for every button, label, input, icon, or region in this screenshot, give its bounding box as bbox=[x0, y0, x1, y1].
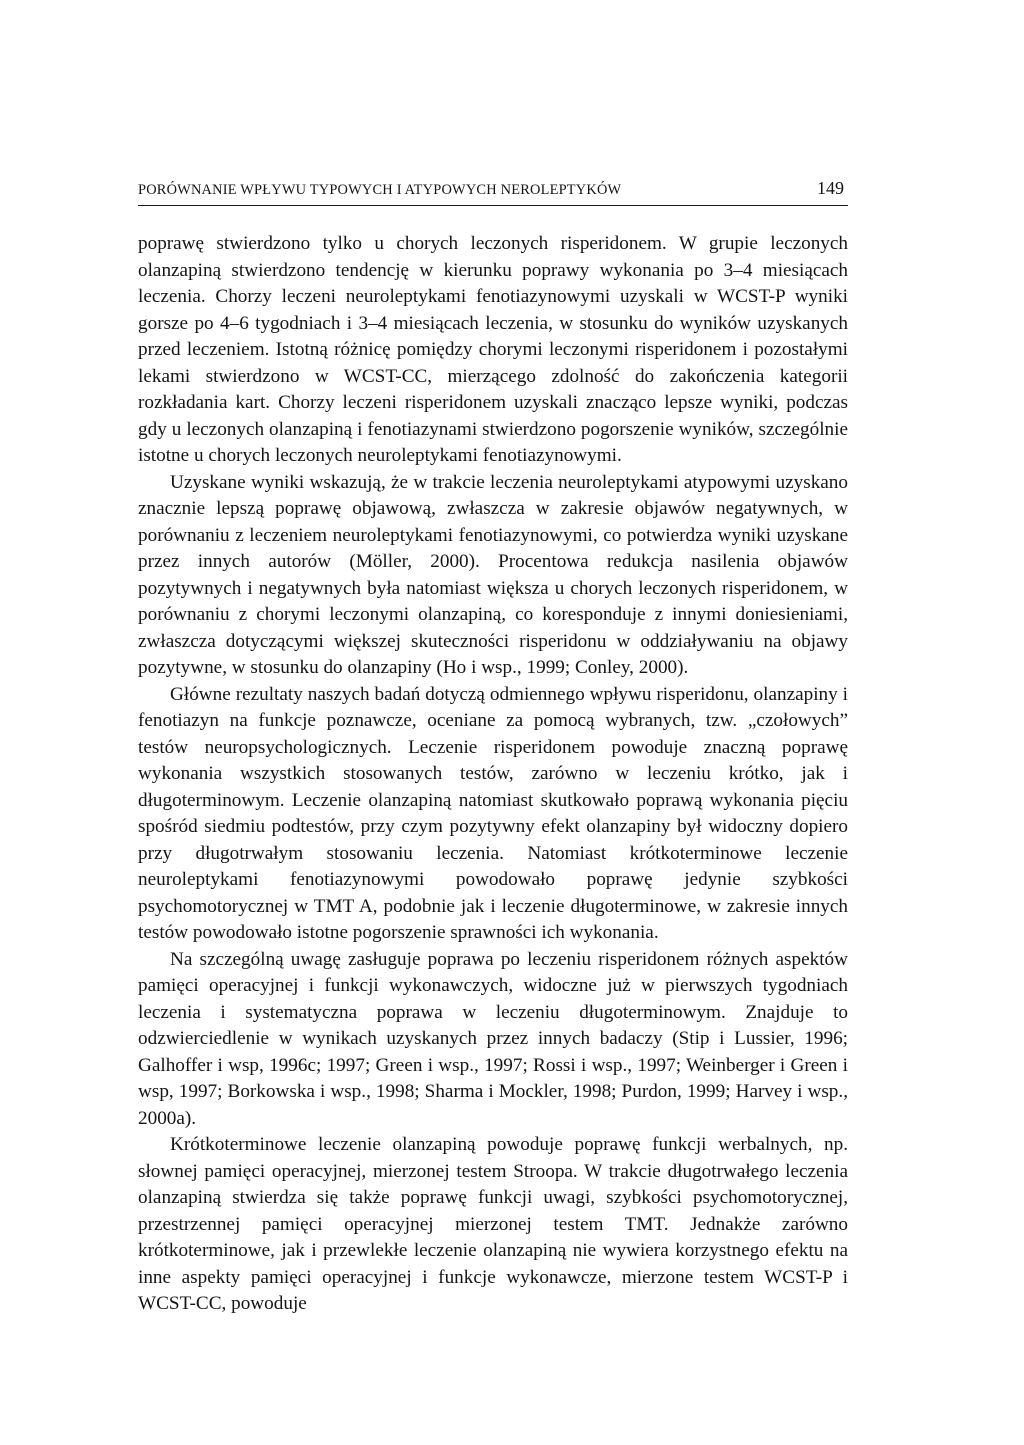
running-head bbox=[138, 178, 848, 206]
running-title: PORÓWNANIE WPŁYWU TYPOWYCH I ATYPOWYCH NEROLEPTYKÓW bbox=[138, 182, 622, 198]
paragraph-continued: poprawę stwierdzono tylko u chorych leczonych risperidonem. W grupie leczonych olanzapiną stwierdzono tendencję w kierunku poprawy wykonania po 3–4 miesiącach leczenia. Chorzy leczeni neuroleptykami fenotiazynowymi uzyskali w WCST-P wyniki gorsze po 4–6 tygodniach i 3–4 miesiącach leczenia, w stosunku do wyników uzyskanych przed leczeniem. Istotną różnicę pomiędzy chorymi leczonymi risperidonem i pozostałymi lekami stwierdzono w WCST-CC, mierzącego zdolność do zakończenia kategorii rozkładania kart. Chorzy leczeni risperidonem uzyskali znacząco lepsze wyniki, podczas gdy u leczonych olanzapiną i fenotiazynami stwierdzono pogorszenie wyników, szczególnie istotne u chorych leczonych neuroleptykami fenotiazynowymi. bbox=[138, 233, 848, 466]
paragraph: Uzyskane wyniki wskazują, że w trakcie leczenia neuroleptykami atypowymi uzyskano znacznie lepszą poprawę objawową, zwłaszcza w zakresie objawów negatywnych, w porównaniu z leczeniem neuroleptykami fenotiazynowymi, co potwierdza wyniki uzyskane przez innych autorów (Möller, 2000). Procentowa redukcja nasilenia objawów pozytywnych i negatywnych była natomiast większa u chorych leczonych risperidonem, w porównaniu z chorymi leczonymi olanzapiną, co koresponduje z innymi doniesieniami, zwłaszcza dotyczącymi większej skuteczności risperidonu w oddziaływaniu na objawy pozytywne, w stosunku do olanzapiny (Ho i wsp., 1999; Conley, 2000). bbox=[138, 471, 848, 678]
body-text bbox=[138, 231, 848, 1318]
paragraph: Krótkoterminowe leczenie olanzapiną powoduje poprawę funkcji werbalnych, np. słownej pamięci operacyjnej, mierzonej testem Stroopa. W trakcie długotrwałego leczenia olanzapiną stwierdza się także poprawę funkcji uwagi, szybkości psychomotorycznej, przestrzennej pamięci operacyjnej mierzonej testem TMT. Jednakże zarówno krótkoterminowe, jak i przewlekłe leczenie olanzapiną nie wywiera korzystnego efektu na inne aspekty pamięci operacyjnej i funkcje wykonawcze, mierzone testem WCST-P i WCST-CC, powoduje bbox=[138, 1134, 848, 1314]
paragraph: Na szczególną uwagę zasługuje poprawa po leczeniu risperidonem różnych aspektów pamięci operacyjnej i funkcji wykonawczych, widoczne już w pierwszych tygodniach leczenia i systematyczna poprawa w leczeniu długoterminowym. Znajduje to odzwierciedlenie w wynikach uzyskanych przez innych badaczy (Stip i Lussier, 1996; Galhoffer i wsp, 1996c; 1997; Green i wsp., 1997; Rossi i wsp., 1997; Weinberger i Green i wsp, 1997; Borkowska i wsp., 1998; Sharma i Mockler, 1998; Purdon, 1999; Harvey i wsp., 2000a). bbox=[138, 948, 848, 1129]
paragraph: Główne rezultaty naszych badań dotyczą odmiennego wpływu risperidonu, olanzapiny i fenotiazyn na funkcje poznawcze, oceniane za pomocą wybranych, tzw. „czołowych” testów neuropsychologicznych. Leczenie risperidonem powoduje znaczną poprawę wykonania wszystkich stosowanych testów, zarówno w leczeniu krótko, jak i długoterminowym. Leczenie olanzapiną natomiast skutkowało poprawą wykonania pięciu spośród siedmiu podtestów, przy czym pozytywny efekt olanzapiny był widoczny dopiero przy długotrwałym stosowaniu leczenia. Natomiast krótkoterminowe leczenie neuroleptykami fenotiazynowymi powodowało poprawę jedynie szybkości psychomotorycznej w TMT A, podobnie jak i leczenie długoterminowe, w zakresie innych testów powodowało istotne pogorszenie sprawności ich wykonania. bbox=[138, 683, 848, 943]
book-page bbox=[138, 178, 848, 1318]
page-number: 149 bbox=[817, 178, 844, 198]
